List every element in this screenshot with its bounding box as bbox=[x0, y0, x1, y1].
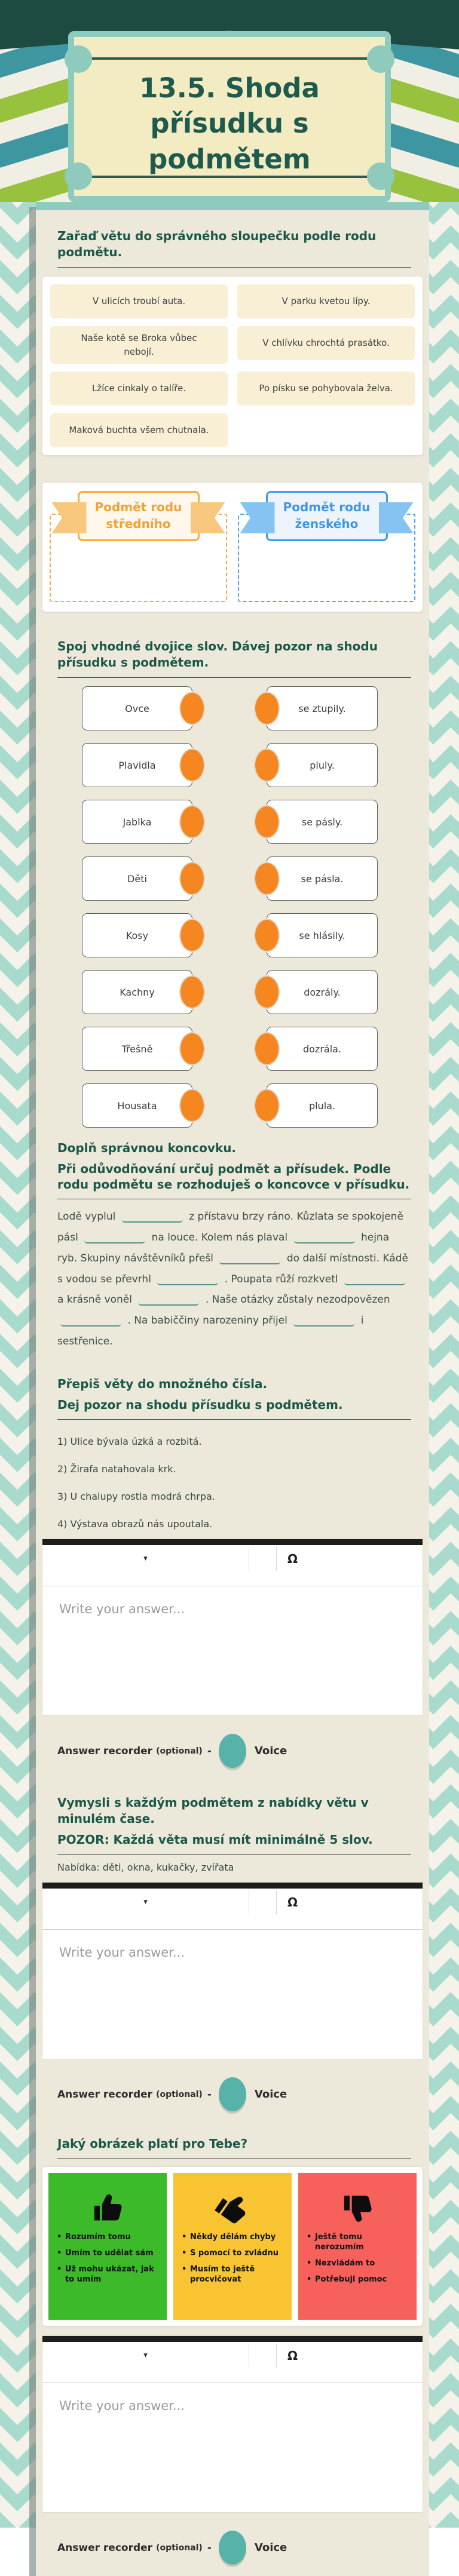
match-rows bbox=[42, 686, 423, 1128]
recorder-label: Answer recorder bbox=[57, 2088, 153, 2101]
match-right-card[interactable]: se hlásily. bbox=[267, 913, 378, 957]
dropzone-column-neuter bbox=[50, 491, 227, 602]
connector-dot-icon[interactable] bbox=[254, 975, 280, 1009]
special-characters-button[interactable]: Ω bbox=[287, 2348, 298, 2363]
editor-toolbar bbox=[42, 2342, 423, 2369]
answer-textarea[interactable] bbox=[42, 2383, 423, 2512]
reflect-bullet: • Nezvládám to bbox=[307, 2259, 409, 2269]
fill-section-subheading: Při odůvodňování určuj podmět a přísudek. Podle rodu podmětu se rozhoduješ o koncovce v přísudku. bbox=[57, 1162, 410, 1192]
sort-chip[interactable]: Maková buchta všem chutnala. bbox=[50, 413, 228, 447]
match-row bbox=[42, 1083, 423, 1128]
heading-rule bbox=[57, 677, 411, 678]
connector-dot-icon[interactable] bbox=[254, 748, 280, 782]
connector-dot-icon[interactable] bbox=[254, 1089, 280, 1122]
reflect-bullet: • Už mohu ukázat, jak to umím bbox=[57, 2265, 160, 2285]
fill-blank-input[interactable] bbox=[344, 1275, 405, 1285]
answer-textarea[interactable] bbox=[42, 1586, 423, 1715]
fill-blank-input[interactable] bbox=[138, 1295, 199, 1306]
compose-section-warning: POZOR: Každá věta musí mít minimálně 5 slov. bbox=[57, 1832, 373, 1847]
reflect-bullet: • Někdy dělám chyby bbox=[182, 2233, 284, 2243]
editor-toolbar bbox=[42, 1545, 423, 1573]
match-left-card[interactable]: Třešně bbox=[82, 1027, 192, 1071]
heading-rule bbox=[57, 1854, 411, 1855]
reflect-bullet: • Ještě tomu nerozumím bbox=[307, 2233, 409, 2253]
fill-text: . Na babiččiny narozeniny přijel bbox=[127, 1315, 287, 1327]
rewrite-section-subheading: Dej pozor na shodu přísudku s podmětem. bbox=[57, 1397, 343, 1412]
compose-section-heading: Vymysli s každým podmětem z nabídky větu v minulém čase. bbox=[57, 1795, 369, 1826]
recorder-optional-label: (optional) bbox=[156, 1746, 203, 1756]
editor-topbar bbox=[42, 1539, 423, 1545]
special-characters-button[interactable]: Ω bbox=[287, 1551, 298, 1566]
voice-label: Voice bbox=[254, 2541, 287, 2554]
rewrite-item: 2) Žirafa natahovala krk. bbox=[57, 1463, 176, 1475]
reflect-card-thumbs-down bbox=[298, 2173, 417, 2320]
fill-blank-input[interactable] bbox=[294, 1233, 355, 1244]
connector-dot-icon[interactable] bbox=[254, 692, 280, 725]
connector-dot-icon[interactable] bbox=[254, 919, 280, 952]
recorder-label: Answer recorder bbox=[57, 1745, 153, 1757]
fill-section-heading: Doplň správnou koncovku. bbox=[57, 1141, 237, 1155]
sort-section-heading: Zařaď větu do správného sloupečku podle rodu podmětu. bbox=[57, 229, 377, 259]
chevron-down-icon: ▾ bbox=[143, 1898, 148, 1907]
thumb-side-icon bbox=[215, 2190, 252, 2227]
dropzone-column-feminine bbox=[238, 491, 415, 602]
fill-text: a krásně voněl bbox=[57, 1294, 132, 1306]
sort-chip[interactable]: V ulicích troubí auta. bbox=[50, 284, 228, 318]
recorder-dash: - bbox=[207, 1745, 212, 1757]
match-right-card[interactable]: plula. bbox=[267, 1083, 378, 1128]
match-row bbox=[42, 913, 423, 957]
match-left-card[interactable]: Jablka bbox=[82, 800, 192, 844]
font-dropdown[interactable] bbox=[42, 2351, 249, 2360]
ribbon-banner-feminine bbox=[266, 491, 388, 541]
match-right-card[interactable]: se pásly. bbox=[267, 800, 378, 844]
match-left-card[interactable]: Kachny bbox=[82, 970, 192, 1014]
fill-blank-input[interactable] bbox=[157, 1275, 218, 1285]
fill-blank-input[interactable] bbox=[219, 1254, 280, 1264]
fill-text: na louce. Kolem nás plaval bbox=[151, 1231, 288, 1244]
corner-notch bbox=[65, 162, 92, 190]
worksheet-panel bbox=[36, 202, 429, 2576]
connector-dot-icon[interactable] bbox=[179, 862, 205, 895]
recorder-dash: - bbox=[207, 2541, 212, 2554]
connector-dot-icon[interactable] bbox=[179, 748, 205, 782]
reflect-cards bbox=[42, 2166, 423, 2326]
sort-chip[interactable]: Naše kotě se Broka vůbec nebojí. bbox=[50, 326, 228, 364]
fill-text: hejna ryb. Skupiny návštěvníků přešl bbox=[57, 1231, 390, 1264]
match-row bbox=[42, 686, 423, 730]
match-left-card[interactable]: Děti bbox=[82, 856, 192, 901]
chevron-down-icon: ▾ bbox=[143, 1554, 148, 1564]
match-right-card[interactable]: dozrály. bbox=[267, 970, 378, 1014]
answer-recorder bbox=[42, 2077, 423, 2112]
title-card-rule-top bbox=[92, 57, 367, 60]
rewrite-item: 4) Výstava obrazů nás upoutala. bbox=[57, 1518, 213, 1530]
editor-toolbar bbox=[42, 1889, 423, 1916]
answer-textarea[interactable] bbox=[42, 1930, 423, 2059]
voice-record-button[interactable] bbox=[219, 2077, 246, 2111]
zone-label-neuter: Podmět rodu středního bbox=[94, 500, 182, 531]
fill-text: . Poupata růží rozkvetl bbox=[224, 1273, 338, 1285]
page-title: 13.5. Shoda přísudku s podmětem bbox=[139, 72, 320, 175]
match-row bbox=[42, 856, 423, 901]
match-right-card[interactable]: dozrála. bbox=[267, 1027, 378, 1071]
font-dropdown[interactable] bbox=[42, 1554, 249, 1563]
fill-blank-input[interactable] bbox=[60, 1316, 121, 1327]
editor-topbar bbox=[42, 2336, 423, 2342]
rewrite-sentences bbox=[57, 1436, 411, 1530]
reflect-bullet: • S pomocí to zvládnu bbox=[182, 2249, 284, 2259]
sort-chips-card bbox=[42, 276, 423, 456]
voice-record-button[interactable] bbox=[219, 1734, 246, 1768]
connector-dot-icon[interactable] bbox=[179, 692, 205, 725]
voice-record-button[interactable] bbox=[219, 2531, 246, 2565]
reflect-section-heading: Jaký obrázek platí pro Tebe? bbox=[57, 2136, 248, 2151]
heading-rule bbox=[57, 1419, 411, 1420]
answer-recorder bbox=[42, 1734, 423, 1768]
answer-editor bbox=[42, 1882, 423, 2059]
sort-chip[interactable]: Po písku se pohybovala želva. bbox=[237, 371, 415, 406]
chevron-down-icon: ▾ bbox=[143, 2351, 148, 2360]
font-dropdown[interactable] bbox=[42, 1898, 249, 1906]
header bbox=[0, 0, 459, 202]
reflect-card-thumb-side bbox=[173, 2173, 292, 2320]
fill-blank-input[interactable] bbox=[293, 1316, 354, 1327]
voice-label: Voice bbox=[254, 2088, 287, 2101]
connector-dot-icon[interactable] bbox=[179, 1032, 205, 1066]
recorder-label: Answer recorder bbox=[57, 2541, 153, 2554]
special-characters-button[interactable]: Ω bbox=[287, 1895, 298, 1909]
match-right-card[interactable]: se pásla. bbox=[267, 856, 378, 901]
connector-dot-icon[interactable] bbox=[254, 805, 280, 839]
match-row bbox=[42, 1027, 423, 1071]
rewrite-item: 1) Ulice bývala úzká a rozbitá. bbox=[57, 1435, 202, 1447]
sort-chip[interactable]: Lžíce cinkaly o talíře. bbox=[50, 371, 228, 406]
connector-dot-icon[interactable] bbox=[179, 805, 205, 839]
ribbon-banner-neuter bbox=[78, 491, 200, 541]
connector-dot-icon[interactable] bbox=[254, 1032, 280, 1066]
zone-label-feminine: Podmět rodu ženského bbox=[283, 500, 371, 531]
fill-text: Lodě vyplul bbox=[57, 1211, 116, 1223]
voice-label: Voice bbox=[254, 1745, 287, 1758]
match-left-card[interactable]: Housata bbox=[82, 1083, 192, 1128]
connector-dot-icon[interactable] bbox=[179, 975, 205, 1009]
compose-word-offer: Nabídka: děti, okna, kukačky, zvířata bbox=[57, 1861, 234, 1873]
heading-rule bbox=[57, 267, 411, 268]
reflect-bullet: • Musím to ještě procvičovat bbox=[182, 2265, 284, 2285]
fill-blank-input[interactable] bbox=[84, 1233, 145, 1244]
recorder-dash: - bbox=[207, 2088, 212, 2101]
corner-notch bbox=[65, 45, 92, 73]
dropzones-card bbox=[42, 482, 423, 612]
match-row bbox=[42, 970, 423, 1014]
corner-notch bbox=[367, 162, 394, 190]
reflect-bullet: • Umím to udělat sám bbox=[57, 2249, 160, 2259]
fill-text: i sestřenice. bbox=[57, 1315, 364, 1348]
recorder-optional-label: (optional) bbox=[156, 2089, 203, 2099]
recorder-optional-label: (optional) bbox=[156, 2543, 203, 2553]
sort-chip[interactable]: V chlívku chrochtá prasátko. bbox=[237, 326, 415, 360]
connector-dot-icon[interactable] bbox=[179, 1089, 205, 1122]
answer-editor bbox=[42, 2335, 423, 2513]
match-right-card[interactable]: pluly. bbox=[267, 743, 378, 787]
sort-chip[interactable]: V parku kvetou lípy. bbox=[237, 284, 415, 318]
match-row bbox=[42, 800, 423, 844]
match-section-heading: Spoj vhodné dvojice slov. Dávej pozor na shodu přísudku s podmětem. bbox=[57, 639, 378, 670]
editor-topbar bbox=[42, 1883, 423, 1889]
thumbs-up-icon bbox=[90, 2190, 127, 2227]
answer-placeholder: Write your answer... bbox=[59, 1945, 185, 1960]
fill-text: . Naše otázky zůstaly nezodpovězen bbox=[205, 1294, 390, 1306]
fill-text: z přístavu brzy ráno. Kůzlata se spokojeně pásl bbox=[57, 1211, 403, 1244]
connector-dot-icon[interactable] bbox=[179, 919, 205, 952]
title-card bbox=[68, 31, 391, 202]
thumbs-down-icon bbox=[339, 2190, 377, 2227]
fill-paragraph bbox=[57, 1206, 411, 1352]
match-left-card[interactable]: Ovce bbox=[82, 686, 192, 730]
answer-placeholder: Write your answer... bbox=[59, 1601, 185, 1616]
rewrite-item: 3) U chalupy rostla modrá chrpa. bbox=[57, 1490, 215, 1502]
rewrite-section-heading: Přepiš věty do množného čísla. bbox=[57, 1376, 268, 1391]
reflect-bullet: • Potřebuji pomoc bbox=[307, 2275, 409, 2285]
reflect-bullet: • Rozumím tomu bbox=[57, 2233, 160, 2243]
answer-placeholder: Write your answer... bbox=[59, 2398, 185, 2413]
match-right-card[interactable]: se ztupily. bbox=[267, 686, 378, 730]
answer-editor bbox=[42, 1539, 423, 1716]
fill-blank-input[interactable] bbox=[122, 1212, 183, 1223]
match-row bbox=[42, 743, 423, 787]
corner-notch bbox=[367, 45, 394, 73]
fill-text: do další místnosti. Kádě s vodou se převrhl bbox=[57, 1252, 408, 1285]
match-left-card[interactable]: Plavidla bbox=[82, 743, 192, 787]
match-left-card[interactable]: Kosy bbox=[82, 913, 192, 957]
answer-recorder bbox=[42, 2531, 423, 2565]
reflect-card-thumbs-up bbox=[48, 2173, 167, 2320]
connector-dot-icon[interactable] bbox=[254, 862, 280, 895]
